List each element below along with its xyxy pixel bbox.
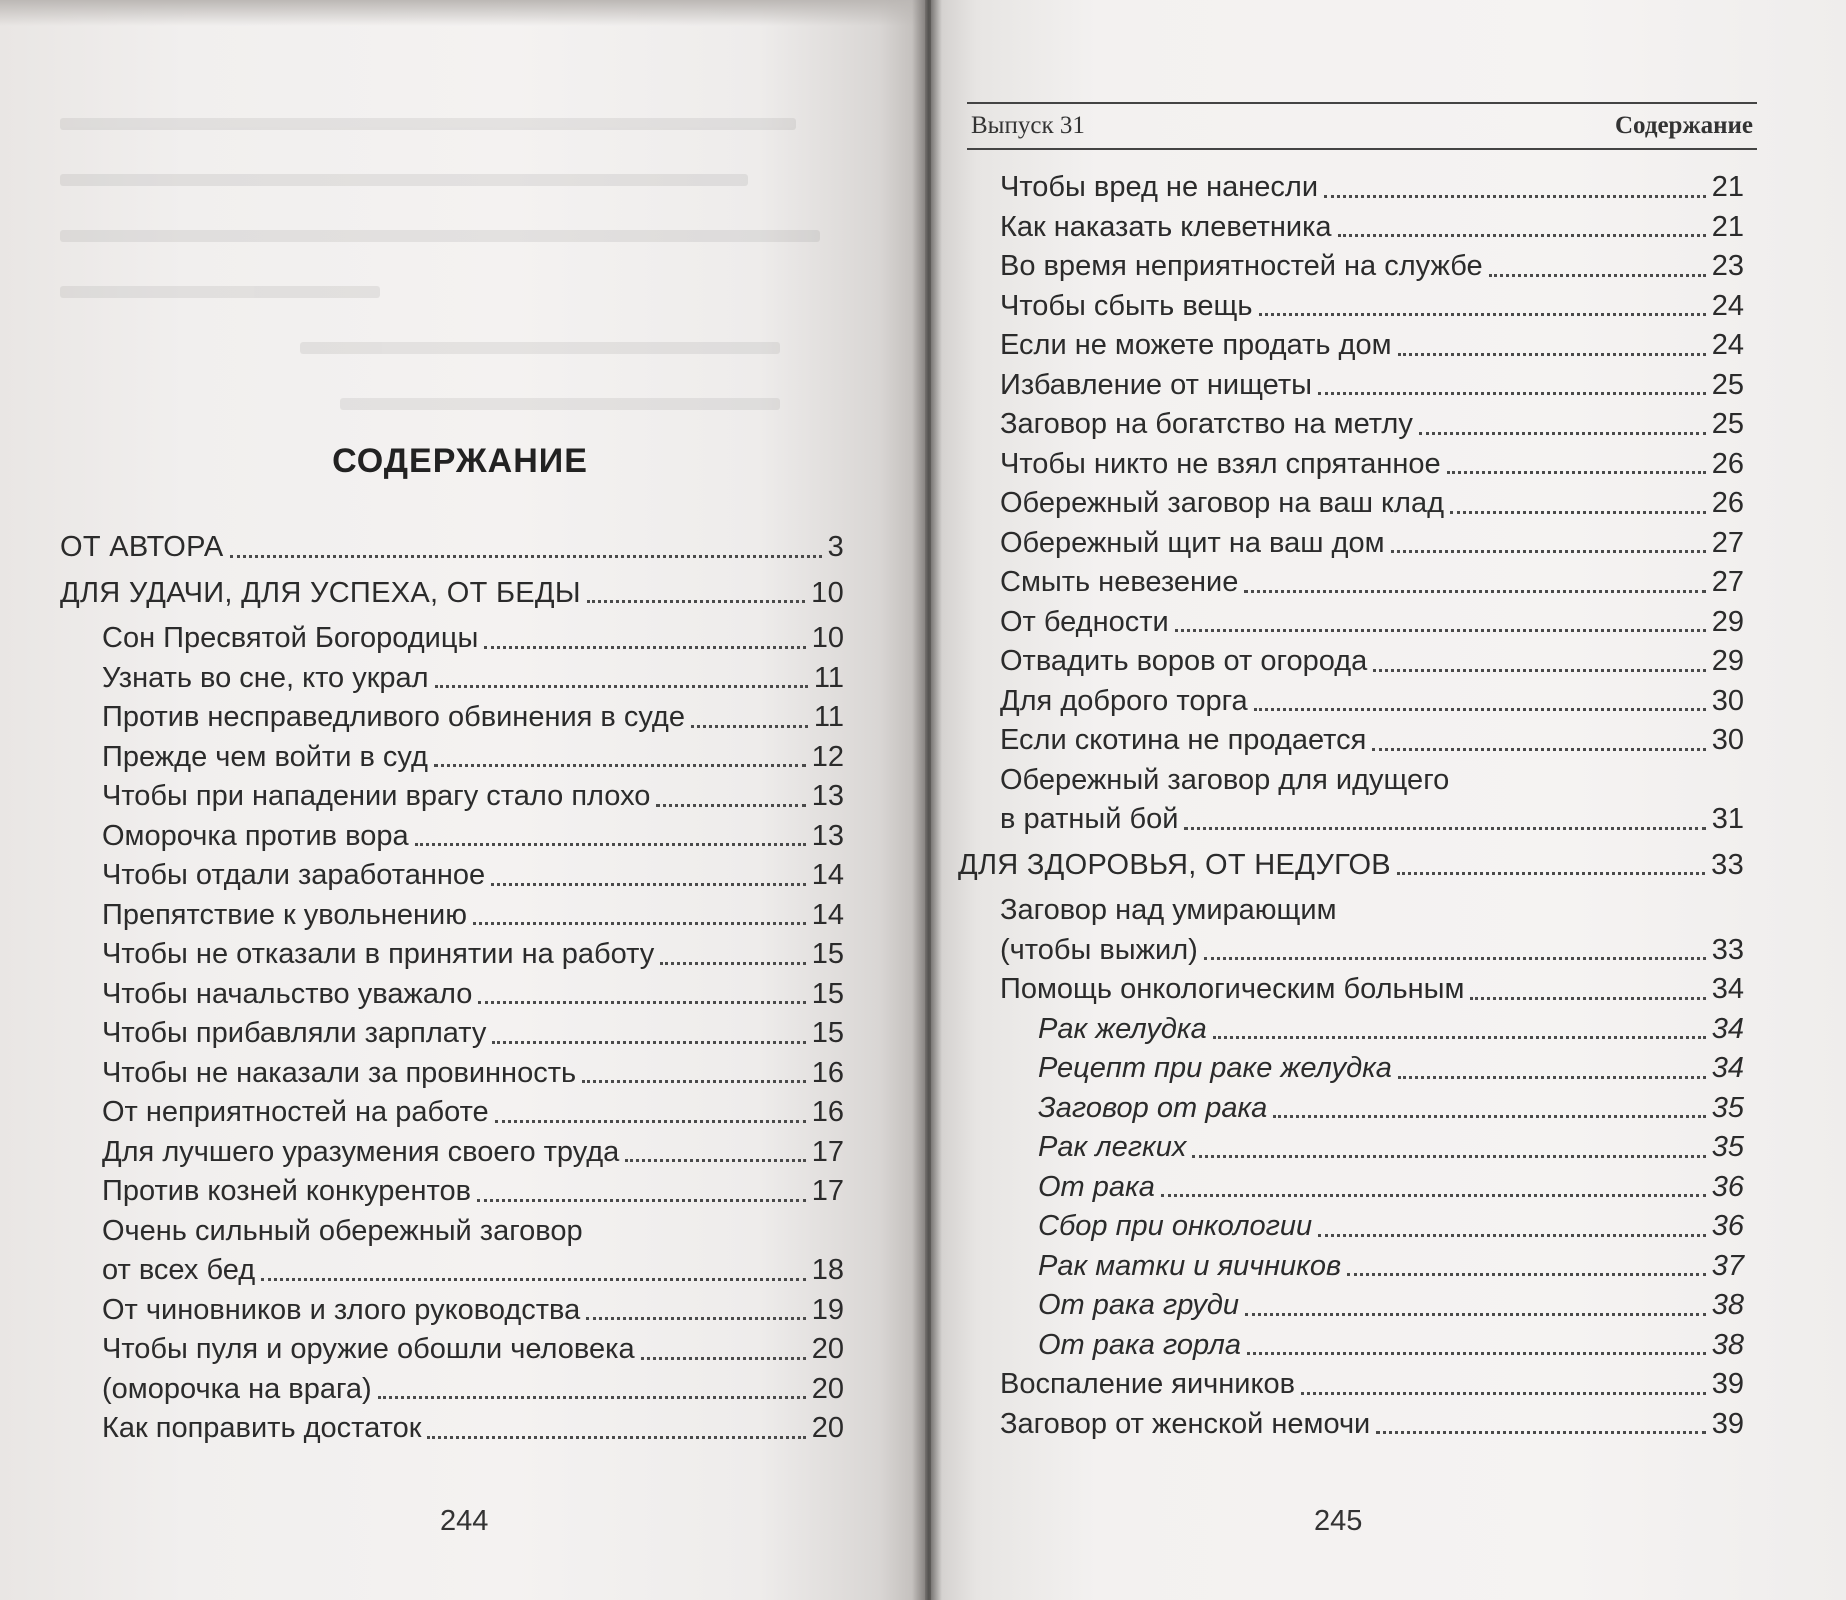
toc-entry <box>958 1405 1744 1445</box>
toc-entry-title: Для доброго торга <box>1000 684 1248 717</box>
page-edge-shadow <box>0 0 925 26</box>
dot-leader <box>1213 1036 1706 1039</box>
toc-page-number: 20 <box>811 1412 844 1444</box>
toc-entry <box>60 1054 844 1094</box>
toc-entry-title: ДЛЯ УДАЧИ, ДЛЯ УСПЕХА, ОТ БЕДЫ <box>60 576 581 609</box>
dot-leader <box>1338 234 1706 237</box>
toc-entry <box>60 1251 844 1291</box>
toc-page-number: 3 <box>827 531 844 563</box>
toc-page-number: 37 <box>1711 1249 1744 1282</box>
toc-entry-title: Чтобы не отказали в принятии на работу <box>102 938 655 970</box>
toc-entry-title: Если не можете продать дом <box>1000 329 1392 361</box>
toc-page-number: 15 <box>811 938 844 970</box>
toc-entry <box>60 935 844 975</box>
toc-entry <box>958 721 1744 761</box>
dot-leader <box>1254 708 1706 711</box>
toc-section <box>958 846 1744 886</box>
toc-entry-title: Если скотина не продается <box>1000 724 1367 756</box>
toc-page-number: 39 <box>1711 1407 1744 1440</box>
toc-page-number: 30 <box>1711 724 1744 756</box>
toc-entry-title: в ратный бой <box>1000 803 1179 835</box>
toc-entry <box>958 326 1744 366</box>
toc-section <box>60 574 844 614</box>
dot-leader <box>1204 957 1706 960</box>
toc-page-number: 35 <box>1711 1131 1744 1163</box>
toc-entry-line: Очень сильный обережный заговор <box>102 1214 583 1247</box>
toc-entry-title: Рак желудка <box>1038 1012 1207 1045</box>
dot-leader <box>1398 1076 1706 1079</box>
dot-leader <box>1247 1352 1706 1355</box>
toc-page-number: 11 <box>813 701 844 733</box>
dot-leader <box>1373 669 1705 672</box>
dot-leader <box>660 962 805 965</box>
toc-entry-title: От рака груди <box>1038 1289 1240 1321</box>
toc-entry <box>60 1330 844 1370</box>
toc-entry <box>958 1128 1744 1168</box>
toc-entry-title: Во время неприятностей на службе <box>1000 250 1483 282</box>
toc-entry <box>958 366 1744 406</box>
toc-entry <box>958 524 1744 564</box>
toc-entry <box>60 1370 844 1410</box>
toc-page-number: 34 <box>1711 973 1744 1005</box>
toc-entry-title: Избавление от нищеты <box>1000 368 1312 401</box>
dot-leader <box>477 1199 806 1202</box>
dot-leader <box>1397 872 1705 875</box>
dot-leader <box>434 764 806 767</box>
dot-leader <box>230 555 822 558</box>
header-issue: Выпуск 31 <box>971 112 1085 139</box>
page-number-right: 245 <box>1314 1505 1363 1537</box>
toc-entry-title: Против несправедливого обвинения в суде <box>102 701 685 733</box>
toc-entry <box>958 1365 1744 1405</box>
toc-entry-title: (чтобы выжил) <box>1000 933 1198 966</box>
toc-entry <box>958 931 1744 971</box>
toc-entry <box>958 1049 1744 1089</box>
dot-leader <box>1192 1155 1705 1158</box>
toc-entry-title: Для лучшего уразумения своего труда <box>102 1135 620 1168</box>
book-gutter <box>912 0 942 1600</box>
dot-leader <box>587 600 805 603</box>
toc-page-number: 33 <box>1711 848 1744 881</box>
toc-section <box>60 528 844 568</box>
toc-entry <box>958 1286 1744 1326</box>
toc-entry <box>958 168 1744 208</box>
toc-entry <box>60 1172 844 1212</box>
toc-page-number: 36 <box>1711 1210 1744 1242</box>
toc-page-number: 15 <box>811 1017 844 1049</box>
toc-page-number: 10 <box>811 576 844 609</box>
toc-entry-title: Чтобы вред не нанесли <box>1000 171 1319 203</box>
toc-entry <box>958 800 1744 840</box>
dot-leader <box>1184 827 1705 830</box>
dot-leader <box>625 1159 805 1162</box>
toc-entry <box>958 1207 1744 1247</box>
toc-entry-title: ДЛЯ ЗДОРОВЬЯ, ОТ НЕДУГОВ <box>958 848 1391 881</box>
toc-page-number: 11 <box>813 661 844 694</box>
toc-entry-title: Заговор от женской немочи <box>1000 1407 1371 1440</box>
dot-leader <box>1372 748 1705 751</box>
toc-entry <box>60 738 844 778</box>
dot-leader <box>435 685 808 688</box>
toc-page-number: 21 <box>1711 210 1744 243</box>
dot-leader <box>473 922 806 925</box>
toc-page-number: 24 <box>1711 329 1744 361</box>
toc-page-number: 21 <box>1711 171 1744 203</box>
toc-entry-title: Сбор при онкологии <box>1038 1210 1313 1242</box>
toc-entry <box>60 659 844 699</box>
dot-leader <box>656 804 805 807</box>
toc-title: СОДЕРЖАНИЕ <box>332 442 588 480</box>
toc-page-number: 14 <box>811 859 844 891</box>
toc-entry <box>958 1247 1744 1287</box>
toc-page-number: 35 <box>1711 1091 1744 1124</box>
running-header <box>967 102 1757 150</box>
dot-leader <box>1489 274 1706 277</box>
toc-entry-title: Оморочка против вора <box>102 819 409 852</box>
dot-leader <box>1244 590 1705 593</box>
toc-page-number: 39 <box>1711 1368 1744 1400</box>
toc-entry <box>958 247 1744 287</box>
dot-leader <box>641 1357 806 1360</box>
dot-leader <box>378 1396 806 1399</box>
toc-entry-title: От чиновников и злого руководства <box>102 1293 581 1326</box>
toc-entry-title: Отвадить воров от огорода <box>1000 645 1368 677</box>
dot-leader <box>1318 1234 1706 1237</box>
toc-entry <box>958 287 1744 327</box>
toc-page-number: 25 <box>1711 368 1744 401</box>
toc-list-left <box>60 528 844 1449</box>
toc-page-number: 29 <box>1711 605 1744 638</box>
dot-leader <box>1450 511 1706 514</box>
toc-entry-title: От рака <box>1038 1170 1155 1203</box>
dot-leader <box>478 1001 805 1004</box>
toc-entry <box>60 896 844 936</box>
toc-entry <box>60 975 844 1015</box>
toc-page-number: 16 <box>811 1096 844 1128</box>
toc-entry <box>958 1326 1744 1366</box>
dot-leader <box>491 883 806 886</box>
toc-page-number: 29 <box>1711 645 1744 677</box>
toc-entry <box>958 1168 1744 1208</box>
toc-entry-title: Чтобы отдали заработанное <box>102 859 486 891</box>
toc-page-number: 12 <box>811 740 844 773</box>
toc-list-right <box>958 168 1744 1444</box>
toc-page-number: 27 <box>1711 526 1744 559</box>
dot-leader <box>1447 471 1706 474</box>
toc-entry-title: ОТ АВТОРА <box>60 531 224 563</box>
toc-page-number: 16 <box>811 1056 844 1089</box>
toc-entry-line: Заговор над умирающим <box>1000 894 1337 926</box>
toc-entry <box>60 817 844 857</box>
toc-page-number: 25 <box>1711 408 1744 440</box>
toc-entry-title: Чтобы пуля и оружие обошли человека <box>102 1333 635 1365</box>
toc-entry-title: От рака горла <box>1038 1328 1241 1361</box>
header-section: Содержание <box>1614 112 1753 139</box>
dot-leader <box>1391 550 1706 553</box>
toc-page-number: 38 <box>1711 1328 1744 1361</box>
dot-leader <box>427 1436 805 1439</box>
toc-page-number: 34 <box>1711 1052 1744 1084</box>
toc-entry <box>958 405 1744 445</box>
toc-entry <box>958 208 1744 248</box>
dot-leader <box>582 1080 806 1083</box>
toc-entry-title: Помощь онкологическим больным <box>1000 973 1465 1005</box>
toc-entry <box>60 619 844 659</box>
dot-leader <box>1398 353 1706 356</box>
toc-page-number: 24 <box>1711 289 1744 322</box>
toc-page-number: 13 <box>811 819 844 852</box>
toc-page-number: 17 <box>811 1175 844 1207</box>
toc-entry <box>958 484 1744 524</box>
dot-leader <box>1419 432 1706 435</box>
toc-page-number: 26 <box>1711 447 1744 480</box>
toc-page-number: 36 <box>1711 1170 1744 1203</box>
toc-entry <box>60 1291 844 1331</box>
dot-leader <box>415 843 806 846</box>
toc-entry-title: Рак легких <box>1038 1131 1187 1163</box>
toc-page-number: 26 <box>1711 487 1744 519</box>
toc-entry-title: от всех бед <box>102 1254 256 1286</box>
toc-page-number: 20 <box>811 1333 844 1365</box>
toc-entry-title: Обережный щит на ваш дом <box>1000 526 1385 559</box>
toc-entry-title: Воспаление яичников <box>1000 1368 1296 1400</box>
toc-entry-title: Сон Пресвятой Богородицы <box>102 622 479 654</box>
toc-entry-title: Чтобы начальство уважало <box>102 977 473 1010</box>
dot-leader <box>1245 1313 1706 1316</box>
page-number-left: 244 <box>440 1505 489 1537</box>
dot-leader <box>1347 1273 1706 1276</box>
toc-entry-title: Как поправить достаток <box>102 1412 422 1444</box>
toc-entry <box>958 682 1744 722</box>
dot-leader <box>691 725 808 728</box>
toc-entry-title: Узнать во сне, кто украл <box>102 661 429 694</box>
toc-entry <box>60 698 844 738</box>
toc-entry-title: (оморочка на врага) <box>102 1372 372 1405</box>
toc-entry-title: Прежде чем войти в суд <box>102 740 428 773</box>
toc-page-number: 13 <box>811 780 844 812</box>
toc-page-number: 19 <box>811 1293 844 1326</box>
toc-entry-title: От неприятностей на работе <box>102 1096 489 1128</box>
toc-page-number: 34 <box>1711 1012 1744 1045</box>
toc-entry-title: Чтобы никто не взял спрятанное <box>1000 447 1441 480</box>
dot-leader <box>1324 195 1706 198</box>
toc-entry-title: Смыть невезение <box>1000 566 1239 598</box>
toc-entry-title: Чтобы прибавляли зарплату <box>102 1017 487 1049</box>
toc-entry-title: Рак матки и яичников <box>1038 1249 1342 1282</box>
toc-page-number: 30 <box>1711 684 1744 717</box>
toc-page-number: 15 <box>811 977 844 1010</box>
dot-leader <box>1259 313 1706 316</box>
toc-page-number: 33 <box>1711 933 1744 966</box>
toc-entry-title: Как наказать клеветника <box>1000 210 1332 243</box>
toc-entry-title: Препятствие к увольнению <box>102 898 467 931</box>
toc-entry <box>60 1014 844 1054</box>
dot-leader <box>484 646 805 649</box>
toc-entry-title: Чтобы сбыть вещь <box>1000 289 1253 322</box>
dot-leader <box>1376 1431 1705 1434</box>
toc-entry-title: От бедности <box>1000 605 1169 638</box>
toc-page-number: 17 <box>811 1135 844 1168</box>
dot-leader <box>1161 1194 1706 1197</box>
toc-entry <box>958 563 1744 603</box>
toc-page-number: 14 <box>811 898 844 931</box>
toc-page-number: 18 <box>811 1254 844 1286</box>
toc-entry <box>958 1010 1744 1050</box>
toc-entry <box>60 1409 844 1449</box>
toc-page-number: 10 <box>811 622 844 654</box>
toc-entry <box>958 603 1744 643</box>
toc-entry <box>60 1093 844 1133</box>
toc-entry-title: Заговор от рака <box>1038 1091 1268 1124</box>
toc-entry-title: Чтобы при нападении врагу стало плохо <box>102 780 651 812</box>
dot-leader <box>492 1041 805 1044</box>
toc-page-number: 23 <box>1711 250 1744 282</box>
toc-entry <box>958 1089 1744 1129</box>
toc-entry <box>958 445 1744 485</box>
dot-leader <box>261 1278 806 1281</box>
toc-entry <box>958 970 1744 1010</box>
dot-leader <box>1470 997 1705 1000</box>
dot-leader <box>1318 392 1706 395</box>
toc-entry-title: Обережный заговор на ваш клад <box>1000 487 1445 519</box>
toc-entry-title: Против козней конкурентов <box>102 1175 472 1207</box>
toc-page-number: 38 <box>1711 1289 1744 1321</box>
show-through-text <box>60 118 860 478</box>
toc-entry-title: Чтобы не наказали за провинность <box>102 1056 577 1089</box>
dot-leader <box>586 1317 806 1320</box>
toc-entry <box>60 856 844 896</box>
toc-entry-title: Заговор на богатство на метлу <box>1000 408 1413 440</box>
toc-entry-line: Обережный заговор для идущего <box>1000 763 1450 796</box>
toc-entry <box>958 642 1744 682</box>
toc-page-number: 20 <box>811 1372 844 1405</box>
dot-leader <box>1175 629 1706 632</box>
dot-leader <box>1301 1392 1706 1395</box>
dot-leader <box>1273 1115 1705 1118</box>
toc-page-number: 31 <box>1711 803 1744 835</box>
toc-entry <box>60 1133 844 1173</box>
dot-leader <box>495 1120 806 1123</box>
toc-entry-title: Рецепт при раке желудка <box>1038 1052 1392 1084</box>
toc-entry <box>60 777 844 817</box>
toc-page-number: 27 <box>1711 566 1744 598</box>
